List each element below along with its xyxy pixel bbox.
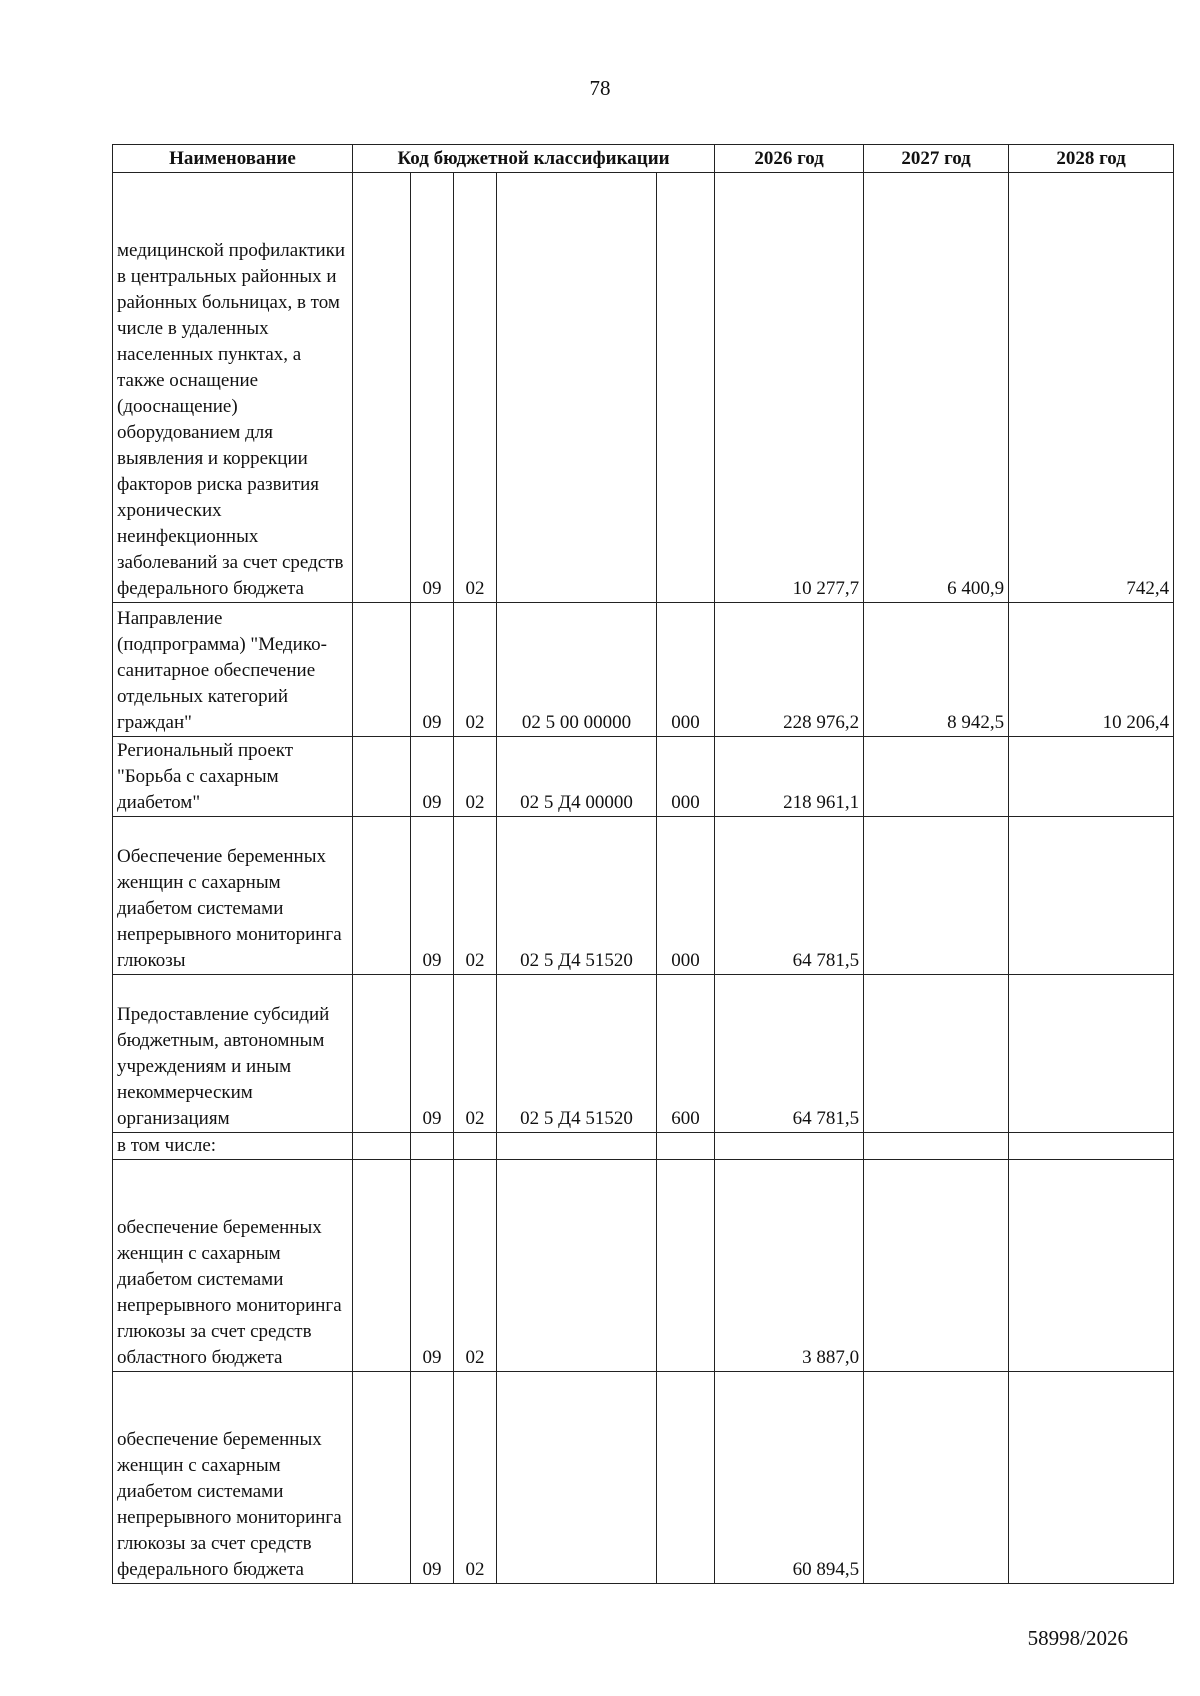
- row-value-2028: [1009, 1133, 1174, 1160]
- row-code-target: [497, 1160, 657, 1372]
- table-row: [113, 1372, 1174, 1584]
- row-code-expense: 000: [657, 737, 715, 817]
- row-value-2028: 10 206,4: [1009, 603, 1174, 737]
- row-value-2028: [1009, 817, 1174, 975]
- row-code-1: [353, 1372, 411, 1584]
- row-code-1: [353, 1133, 411, 1160]
- row-value-2026: 64 781,5: [715, 975, 864, 1133]
- row-code-expense: [657, 1133, 715, 1160]
- table-row: [113, 1160, 1174, 1372]
- row-code-subsection: 02: [454, 603, 497, 737]
- row-name: в том числе:: [113, 1133, 353, 1160]
- row-name: медицинской профилактики в центральных районных и районных больницах, в том числе в удаленных населенных пунктах, а также оснащение (дооснащение) оборудованием для выявления и коррекции факторов риска развития хронических неинфекционных заболеваний за счет средств федерального бюджета: [113, 173, 353, 603]
- row-value-2026: 228 976,2: [715, 603, 864, 737]
- row-code-1: [353, 817, 411, 975]
- row-value-2028: [1009, 1372, 1174, 1584]
- row-code-target: 02 5 Д4 51520: [497, 817, 657, 975]
- table-row: [113, 1133, 1174, 1160]
- table-row: [113, 817, 1174, 975]
- table-row: [113, 975, 1174, 1133]
- row-code-subsection: 02: [454, 1372, 497, 1584]
- row-code-subsection: [454, 1133, 497, 1160]
- row-value-2027: [864, 1372, 1009, 1584]
- row-name: Региональный проект "Борьба с сахарным диабетом": [113, 737, 353, 817]
- row-code-expense: [657, 1372, 715, 1584]
- row-code-expense: 600: [657, 975, 715, 1133]
- row-value-2027: [864, 1133, 1009, 1160]
- row-value-2028: [1009, 975, 1174, 1133]
- row-name: Предоставление субсидий бюджетным, автономным учреждениям и иным некоммерческим организациям: [113, 975, 353, 1133]
- row-value-2026: 64 781,5: [715, 817, 864, 975]
- page-number: 78: [589, 76, 611, 100]
- row-value-2026: 3 887,0: [715, 1160, 864, 1372]
- row-code-target: 02 5 00 00000: [497, 603, 657, 737]
- table-row: [113, 603, 1174, 737]
- row-name: обеспечение беременных женщин с сахарным диабетом системами непрерывного мониторинга глюкозы за счет средств федерального бюджета: [113, 1372, 353, 1584]
- row-value-2027: 8 942,5: [864, 603, 1009, 737]
- row-value-2026: 60 894,5: [715, 1372, 864, 1584]
- row-value-2026: [715, 1133, 864, 1160]
- row-code-1: [353, 173, 411, 603]
- row-code-section: 09: [411, 817, 454, 975]
- row-code-expense: [657, 1160, 715, 1372]
- row-code-1: [353, 737, 411, 817]
- row-name: Обеспечение беременных женщин с сахарным диабетом системами непрерывного мониторинга глюкозы: [113, 817, 353, 975]
- row-code-1: [353, 603, 411, 737]
- header-code: Код бюджетной классификации: [353, 145, 715, 173]
- row-code-section: [411, 1133, 454, 1160]
- row-code-subsection: 02: [454, 173, 497, 603]
- row-code-target: [497, 1372, 657, 1584]
- header-2027: 2027 год: [864, 145, 1009, 173]
- budget-table: [112, 144, 1174, 1584]
- table-row: [113, 173, 1174, 603]
- row-code-section: 09: [411, 1160, 454, 1372]
- row-code-expense: [657, 173, 715, 603]
- row-code-1: [353, 1160, 411, 1372]
- row-code-target: 02 5 Д4 00000: [497, 737, 657, 817]
- row-value-2027: [864, 817, 1009, 975]
- header-name: Наименование: [113, 145, 353, 173]
- row-value-2027: [864, 975, 1009, 1133]
- row-code-subsection: 02: [454, 975, 497, 1133]
- header-2026: 2026 год: [715, 145, 864, 173]
- table-header-row: [113, 145, 1174, 173]
- row-code-section: 09: [411, 1372, 454, 1584]
- header-2028: 2028 год: [1009, 145, 1174, 173]
- row-name: обеспечение беременных женщин с сахарным диабетом системами непрерывного мониторинга глюкозы за счет средств областного бюджета: [113, 1160, 353, 1372]
- row-code-subsection: 02: [454, 817, 497, 975]
- row-value-2027: [864, 1160, 1009, 1372]
- row-value-2027: 6 400,9: [864, 173, 1009, 603]
- row-code-target: [497, 1133, 657, 1160]
- row-value-2028: 742,4: [1009, 173, 1174, 603]
- row-code-subsection: 02: [454, 737, 497, 817]
- row-value-2028: [1009, 1160, 1174, 1372]
- row-code-expense: 000: [657, 817, 715, 975]
- table-row: [113, 737, 1174, 817]
- row-code-section: 09: [411, 737, 454, 817]
- row-code-expense: 000: [657, 603, 715, 737]
- row-code-subsection: 02: [454, 1160, 497, 1372]
- row-value-2026: 10 277,7: [715, 173, 864, 603]
- row-code-target: 02 5 Д4 51520: [497, 975, 657, 1133]
- row-code-1: [353, 975, 411, 1133]
- row-name: Направление (подпрограмма) "Медико-санитарное обеспечение отдельных категорий граждан": [113, 603, 353, 737]
- row-code-section: 09: [411, 603, 454, 737]
- document-number: 58998/2026: [1027, 1626, 1128, 1650]
- row-value-2026: 218 961,1: [715, 737, 864, 817]
- row-value-2028: [1009, 737, 1174, 817]
- row-code-section: 09: [411, 975, 454, 1133]
- row-value-2027: [864, 737, 1009, 817]
- row-code-target: [497, 173, 657, 603]
- row-code-section: 09: [411, 173, 454, 603]
